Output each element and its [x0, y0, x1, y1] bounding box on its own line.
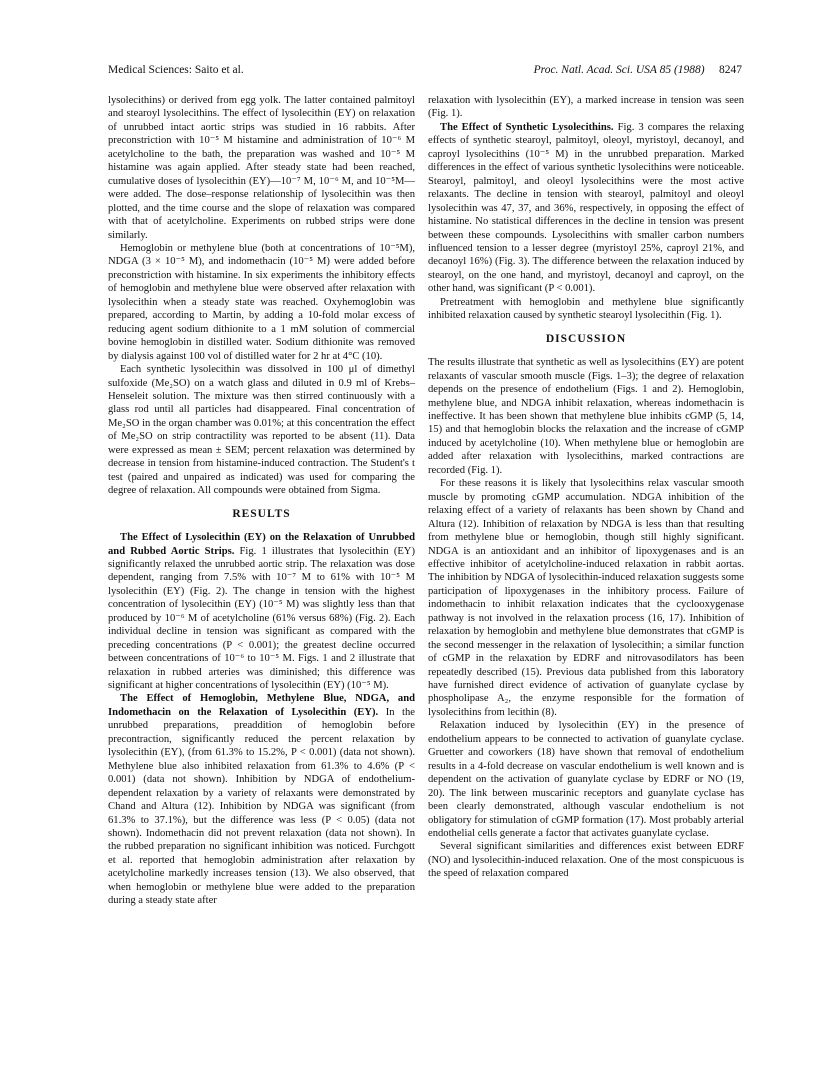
discussion-paragraph-2: For these reasons it is likely that lysolecithins relax vascular smooth muscle by promoting cGMP accumulation. NDGA inhibition of the relaxing effect of a variety of relaxants has been shown by Chand and Altura (12). Inhibition of relaxation by NDGA is less than that resulting from methylene blue or hemoglobin, though still highly significant. NDGA is an antioxidant and an inhibitor of lipoxygenases and is an effective inhibitor of acetylcholine-induced relaxation in rabbit aortas. The inhibition by NDGA of lysolecithin-induced relaxation suggests some participation of lipoxygenases in the inhibitory process. Failure of indomethacin to inhibit relaxation indicates that the cyclooxygenase pathway is not involved in the relaxation process (16, 17). Inhibition of relaxation by hemoglobin and methylene blue demonstrates that cGMP is the second messenger in the relaxation of lysolecithin; a similar function of cGMP in the relaxation by EDRF and nitrovasodilators has been repeatedly described (15). Previous data published from this laboratory have furnished direct evidence of activation of guanylate cyclase by phospholipase A₂, the enzyme responsible for the formation of lysolecithins from lecithin (8). [428, 478, 744, 718]
journal-citation [534, 64, 742, 76]
results-text-2: In the unrubbed preparations, preaddition of hemoglobin before precontraction, significantly reduced the percent relaxation by lysolecithin (EY), (from 61.3% to 15.2%, P < 0.001) (data not shown). Methylene blue also inhibited relaxation from 61.3% to 4.6% (P < 0.001) (data not shown). Inhibition by NDGA of endothelium-dependent relaxation by a variety of relaxants were demonstrated by Chand and Altura (12). Inhibition by NDGA was significant (from 61.3% to 37.1%), but the difference was less (P < 0.05) (data not shown). Indomethacin did not prevent relaxation (data not shown). In the rubbed preparation no significant inhibition was noticed. Furchgott et al. reported that hemoglobin administration after relaxation by acetylcholine markedly increases tension (13). We also observed, that when hemoglobin or methylene blue were added to the preparation during a steady state after [108, 706, 415, 907]
results-heading: RESULTS [232, 507, 291, 520]
methods-paragraph-2: Hemoglobin or methylene blue (both at concentrations of 10⁻⁵M), NDGA (3 × 10⁻⁵ M), and indomethacin (10⁻⁵ M) were added before preconstriction with histamine. In six experiments the inhibitory effects of hemoglobin and methylene blue were observed after relaxation with lysolecithin when a steady state was reached. Oxyhemoglobin was prepared, according to Martin, by adding a 10-fold molar excess of reducing agent sodium dithionite to a 1 mM solution of commercial bovine hemoglobin in distilled water. Sodium dithionite was removed by dialysis against 100 vol of distilled water for 2 hr at 4°C (10). [108, 242, 415, 362]
results-paragraph-2 [108, 692, 415, 907]
results-text-1: Fig. 1 illustrates that lysolecithin (EY) significantly relaxed the unrubbed aortic strip. The relaxation was dose dependent, ranging from 7.5% with 10⁻⁷ M to 61% with 10⁻⁵ M lysolecithin (EY) (Fig. 2). The change in tension with the highest concentration of lysolecithin (EY) (10⁻⁵ M) was slightly less than that produced by 10⁻⁶ M of acetylcholine (61% versus 68%) (Fig. 2). Each individual decline in tension was significant as compared with the preceding concentrations (P < 0.001); the greatest decline occurred between concentrations of 10⁻⁶ to 10⁻⁵ M. Figs. 1 and 2 illustrate that relaxation in rubbed arteries was diminished; this difference was significant at higher concentrations of lysolecithin (EY) (10⁻⁵ M). [108, 545, 415, 692]
results-text-3: Fig. 3 compares the relaxing effects of synthetic stearoyl, palmitoyl, oleoyl, myristoyl, decanoyl, and caproyl lysolecithins (10⁻⁵ M) in the unrubbed preparation. Marked differences in the effect of various synthetic lysolecithins were noticeable. Stearoyl, palmitoyl, and oleoyl lysolecithins were the most active relaxants. The decline in tension with stearoyl, palmitoyl and oleoyl lysolecithin was 47, 37, and 36%, respectively, in opposing the effect of histamine. No statistical differences in the decline in tension was present between these compounds. Lysolecithins with smaller carbon numbers influenced tension to a lesser degree (myristoyl 25%, caproyl 21%, and decanoyl 16%) (Fig. 3). The difference between the relaxation induced by stearoyl, on the one hand, and myristoyl, decanoyl and caproyl, on the other hand, was significant (P < 0.001). [428, 121, 745, 295]
discussion-paragraph-1: The results illustrate that synthetic as well as lysolecithins (EY) are potent relaxants of vascular smooth muscle (Figs. 1–3); the degree of relaxation depends on the presence of endothelium (Figs. 1 and 2). Hemoglobin, methylene blue, and NDGA inhibit relaxation, whereas indomethacin is ineffective. It has been shown that methylene blue inhibits cGMP (5, 14, 15) and that hemoglobin blocks the relaxation and the increase of cGMP induced by acetylcholine (10). When methylene blue or hemoglobin are added after relaxation with lysolecithins, marked contractions are recorded (Fig. 1). [428, 357, 744, 476]
results-paragraph-1 [108, 531, 415, 692]
results-paragraph-3 [428, 121, 744, 296]
running-head: Medical Sciences: Saito et al. [108, 64, 244, 76]
results-subheading-2: The Effect of Hemoglobin, Methylene Blue, NDGA, and Indomethacin on the Relaxation of Lysolecithin (EY). [108, 693, 415, 718]
page-number: 8247 [719, 64, 742, 76]
methods-paragraph-3: Each synthetic lysolecithin was dissolved in 100 μl of dimethyl sulfoxide (Me₂SO) on a watch glass and diluted in 0.9 ml of Krebs–Henseleit solution. The mixture was then stirred continuously with a glass rod until all particles had disappeared. Final concentration of Me₂SO in the organ chamber was 0.01%; at this concentration the effect of Me₂SO on strip contractility was reported to be absent (11). Data were expressed as mean ± SEM; percent relaxation was determined by decrease in tension from histamine-induced contraction. The Student's t test (paired and unpaired as indicated) was used for comparing the degree of relaxation. All compounds were obtained from Sigma. [108, 364, 415, 497]
discussion-paragraph-3: Relaxation induced by lysolecithin (EY) in the presence of endothelium appears to be connected to activation of guanylate cyclase. Gruetter and coworkers (18) have shown that removal of endothelium results in a 4-fold decrease on vascular endothelium is well known and is dependent on the activation of guanylate cyclase by EDRF or NO (19, 20). The link between muscarinic receptors and guanylate cyclase has been clearly demonstrated, although vascular endothelium is not obligatory for stimulation of cGMP formation (17). Most probably arterial endothelial cells generate a factor that activates guanylate cyclase. [428, 720, 744, 840]
results-subheading-3: The Effect of Synthetic Lysolecithins. [440, 121, 614, 133]
journal-name: Proc. Natl. Acad. Sci. USA 85 (1988) [533, 64, 705, 76]
results-paragraph-4: Pretreatment with hemoglobin and methylene blue significantly inhibited relaxation caused by synthetic stearoyl lysolecithin (Fig. 1). [428, 296, 744, 322]
page-header [108, 64, 742, 80]
right-column [428, 94, 744, 881]
results-subheading-1: The Effect of Lysolecithin (EY) on the Relaxation of Unrubbed and Rubbed Aortic Strips. [108, 532, 415, 557]
discussion-paragraph-4: Several significant similarities and differences exist between EDRF (NO) and lysolecithin-induced relaxation. One of the most conspicuous is the speed of relaxation compared [428, 841, 744, 880]
discussion-heading: DISCUSSION [545, 332, 627, 345]
methods-paragraph-1: lysolecithins) or derived from egg yolk. The latter contained palmitoyl and stearoyl lysolecithins. The effect of lysolecithin (EY) on relaxation of unrubbed intact aortic strips was studied in 16 rabbits. After preconstriction with 10⁻⁵ M histamine and administration of 10⁻⁶ M acetylcholine to the bath, the preparation was washed and 10⁻⁵ M histamine was again applied. After steady state had been reached, cumulative doses of lysolecithin (EY)—10⁻⁷ M, 10⁻⁶ M, and 10⁻⁵M—were added. The dose–response relationship of lysolecithin was then plotted, and the time course and the slope of relaxation was compared with that of acetylcholine. Experiments on rubbed strips were done similarly. [108, 95, 415, 241]
results-continuation: relaxation with lysolecithin (EY), a marked increase in tension was seen (Fig. 1). [428, 95, 744, 120]
left-column [108, 94, 415, 908]
